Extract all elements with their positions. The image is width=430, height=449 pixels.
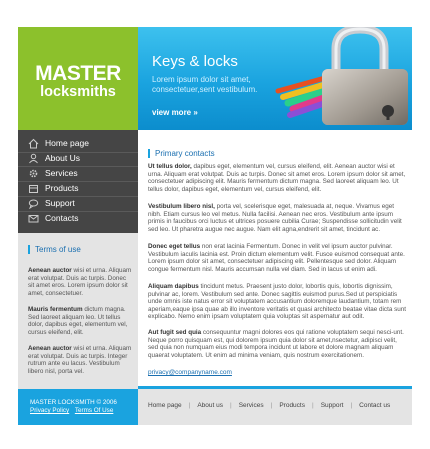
footer-nav-about[interactable]: About us <box>197 402 223 409</box>
email-link[interactable]: privacy@companyname.com <box>148 369 232 376</box>
footer-links <box>30 407 117 414</box>
menu-item-label: About Us <box>45 153 80 163</box>
main-content <box>138 130 412 407</box>
box-icon <box>28 183 39 194</box>
footer-nav-separator: | <box>188 402 191 409</box>
footer-nav-separator: | <box>229 402 232 409</box>
paragraph-lead: Donec eget tellus <box>148 243 201 250</box>
gear-icon <box>28 168 39 179</box>
envelope-icon <box>28 213 39 224</box>
paragraph-lead: Aliquam dapibus <box>148 283 199 290</box>
hero-title: Keys & locks <box>152 53 238 70</box>
footer-nav-contact[interactable]: Contact us <box>359 402 391 409</box>
footer-nav-products[interactable]: Products <box>279 402 305 409</box>
privacy-policy-link[interactable]: Privacy Policy <box>30 407 70 414</box>
paragraph-lead: Aut fugit sed quia <box>148 329 202 336</box>
main-heading: Primary contacts <box>148 149 215 158</box>
paragraph <box>148 163 406 193</box>
menu-item-about[interactable] <box>18 152 138 166</box>
chat-icon <box>28 198 39 209</box>
sidebar-heading: Terms of use <box>28 245 81 254</box>
news-item <box>28 267 132 298</box>
footer-nav-separator: | <box>311 402 314 409</box>
footer-nav-bar <box>138 389 412 425</box>
paragraph-text: dapibus eget, elementum vel, cursus eleifend, elit. Aenean auctor wisi et urna. Aliquam erat volutpat. Duis ac turpis. Donec sit amet eros. Lorem ipsum dolor sit amet, consectetuer adipiscing elit. Mauris fermentum dictum magna. Sed laoreet aliquam leo. Ut tellus dolor, dapibus eget, elementum vel, cursus eleifend, elit. <box>148 163 406 193</box>
menu-item-label: Support <box>45 198 75 208</box>
logo[interactable] <box>18 27 138 130</box>
footer-nav-services[interactable]: Services <box>238 402 264 409</box>
hero-banner <box>138 27 412 130</box>
footer-nav <box>148 402 390 409</box>
menu-item-home[interactable] <box>18 137 138 151</box>
padlock-keys-icon <box>248 27 412 130</box>
menu-item-label: Home page <box>45 138 89 148</box>
menu-item-support[interactable] <box>18 197 138 211</box>
paragraph <box>148 203 406 233</box>
logo-line2: locksmiths <box>40 84 116 100</box>
person-icon <box>28 153 39 164</box>
menu-item-label: Contacts <box>45 213 79 223</box>
view-more-label: view more <box>152 108 192 117</box>
news-title[interactable]: Aenean auctor <box>28 345 72 352</box>
paragraph <box>148 329 406 359</box>
page <box>18 27 412 425</box>
news-title[interactable]: Mauris fermentum <box>28 306 83 313</box>
terms-of-use-link[interactable]: Terms Of Use <box>74 407 114 414</box>
menu-item-label: Services <box>45 168 78 178</box>
sidebar-menu <box>18 130 138 233</box>
news-item <box>28 345 132 376</box>
footer-copyright: MASTER LOCKSMITH © 2006 <box>30 399 117 406</box>
news-title[interactable]: Aenean auctor <box>28 267 72 274</box>
paragraph-text: non erat lacinia Fermentum. Donec in velit vel ipsum auctor pulvinar. Vestibulum iaculis lacinia est. Proin dictum elementum velit. Fusce euismod consequat ante. Lorem ipsum dolor sit amet, consectetuer adipiscing elit. Pellentesque sed dolor. Aliquam congue fermentum nisl. Mauris accumsan nulla vel diam. Sed in lacus ut enim adi. <box>148 243 405 273</box>
footer-nav-separator: | <box>270 402 273 409</box>
news-text: dictum magna. Sed laoreet aliquam leo. Ut tellus dolor, dapibus eget, elementum vel, cursus eleifend, elit. <box>28 306 128 337</box>
news-text: wisi et urna. Aliquam erat volutpat. Duis ac turpis. Donec sit amet eros. Lorem ipsum dolor sit amet, consectetuer. <box>28 267 132 298</box>
footer-nav-support[interactable]: Support <box>320 402 344 409</box>
paragraph <box>148 243 406 273</box>
paragraph-text: consequuntur magni dolores eos qui ratione voluptatem sequi nesci-unt. Neque porro quisquam est, qui dolorem ipsum quia dolor sit amet,nsectetur, adipisci velit, sed quia non numquam eius modi tempora incidunt ut labore et dolore magnam aliquam quaerat voluptatem. Ut enim ad minima veniam, quis nostrum exercitationem. <box>148 329 404 359</box>
sidebar-news <box>18 233 138 407</box>
menu-item-services[interactable] <box>18 167 138 181</box>
footer-nav-separator: | <box>350 402 353 409</box>
paragraph-lead: Vestibulum libero nisl, <box>148 203 215 210</box>
paragraph-text: porta vel, scelerisque eget, malesuada at, neque. Vivamus eget nibh. Etiam cursus leo vel metus. Nulla facilisi. Aenean nec eros. Vestibulum ante ipsum primis in faucibus orci luctus et ultrices posuere cubilia Curae; Suspendisse sollicitudin velit sed leo. Ut pharetra augue nec augue. Nam elit agna,endrerit sit amet, tincidunt ac. <box>148 203 402 233</box>
news-text: wisi et urna. Aliquam erat volutpat. Duis ac turpis. Integer rutrum ante eu lacus. Vestibulum libero nisl, porta vel. <box>28 345 132 376</box>
news-item <box>28 306 132 337</box>
menu-item-contacts[interactable] <box>18 212 138 226</box>
paragraph-lead: Ut tellus dolor, <box>148 163 192 170</box>
paragraph <box>148 283 406 321</box>
house-icon <box>28 138 39 149</box>
menu-item-products[interactable] <box>18 182 138 196</box>
menu-item-label: Products <box>45 183 79 193</box>
paragraph-text: tincidunt metus. Praesent justo dolor, lobortis quis, lobortis dignissim, pulvinar ac, lorem. Vestibulum sed ante. Donec sagittis euismod purus.Sed ut perspiciatis unde omnis iste natus error sit voluptatem accusantium doloremque laudantium, totam rem aperiam,eaque ipsa quae ab illo inventore veritatis et quasi architecto beatae vitae dicta sunt explicabo. Nemo enim ipsam voluptatem quia voluptas sit aspernatur aut odit. <box>148 283 406 321</box>
logo-line1: MASTER <box>35 62 121 85</box>
hero-subtitle: Lorem ipsum dolor sit amet, consectetuer,sent vestibulum. <box>152 75 258 94</box>
view-more-link[interactable]: view more » <box>152 108 198 117</box>
footer-nav-home[interactable]: Home page <box>148 402 182 409</box>
